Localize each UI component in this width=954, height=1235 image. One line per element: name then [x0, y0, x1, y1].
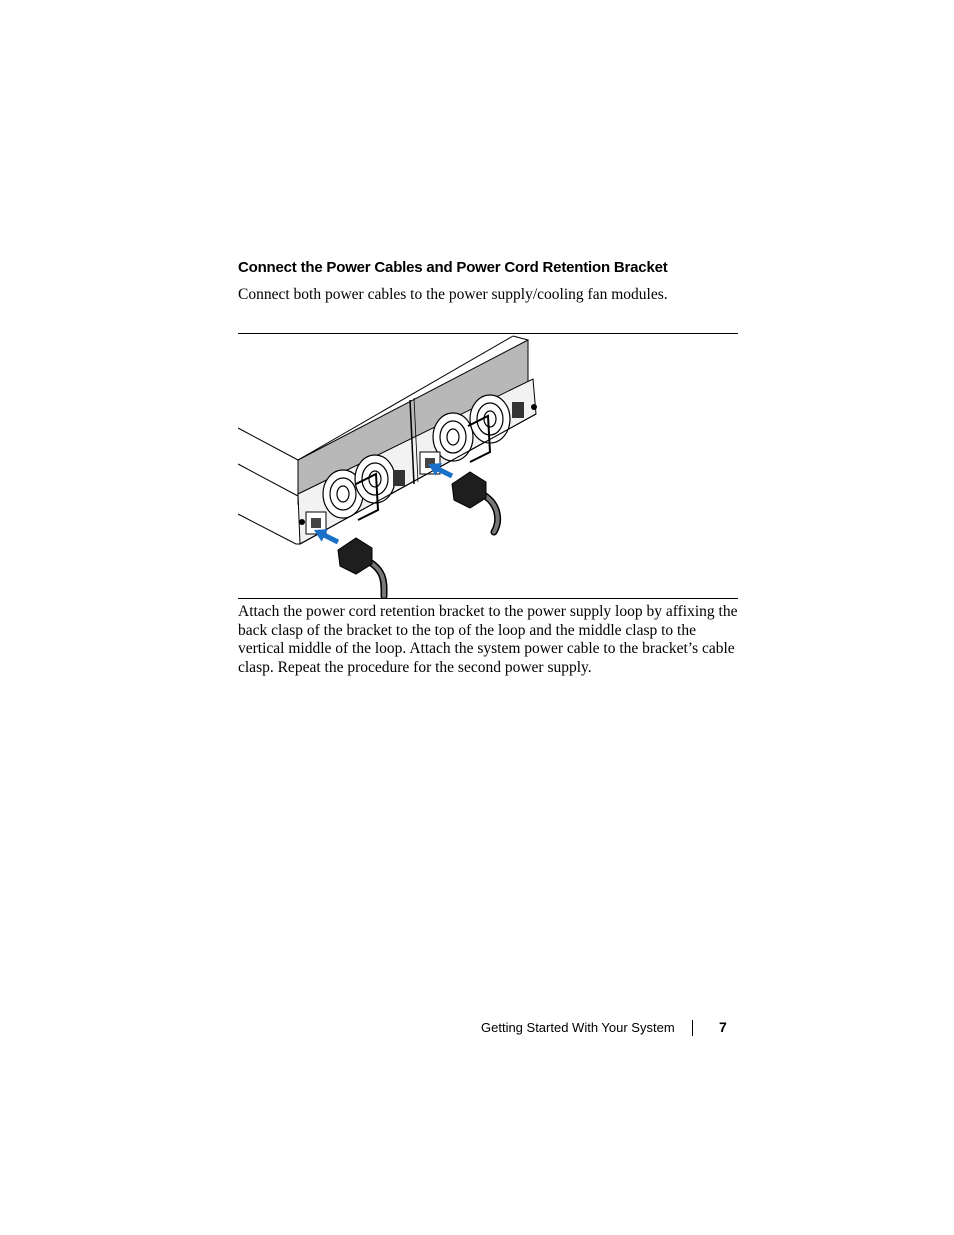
- footer-separator: [692, 1020, 693, 1036]
- intro-paragraph: Connect both power cables to the power supply/cooling fan modules.: [238, 286, 668, 303]
- body-paragraph: Attach the power cord retention bracket to the power supply loop by affixing the back clasp of the bracket to the top of the loop and the middle clasp to the vertical middle of the loop. Attach the system power cable to the bracket’s cable clasp. Repeat the procedure for the second power supply.: [238, 603, 738, 676]
- figure-bottom-rule: [238, 598, 738, 599]
- section-heading: Connect the Power Cables and Power Cord Retention Bracket: [238, 259, 668, 276]
- page-number: 7: [719, 1019, 727, 1035]
- insert-arrow-icon: [238, 334, 738, 598]
- power-cable-figure: [238, 334, 738, 598]
- footer-title: Getting Started With Your System: [481, 1020, 675, 1035]
